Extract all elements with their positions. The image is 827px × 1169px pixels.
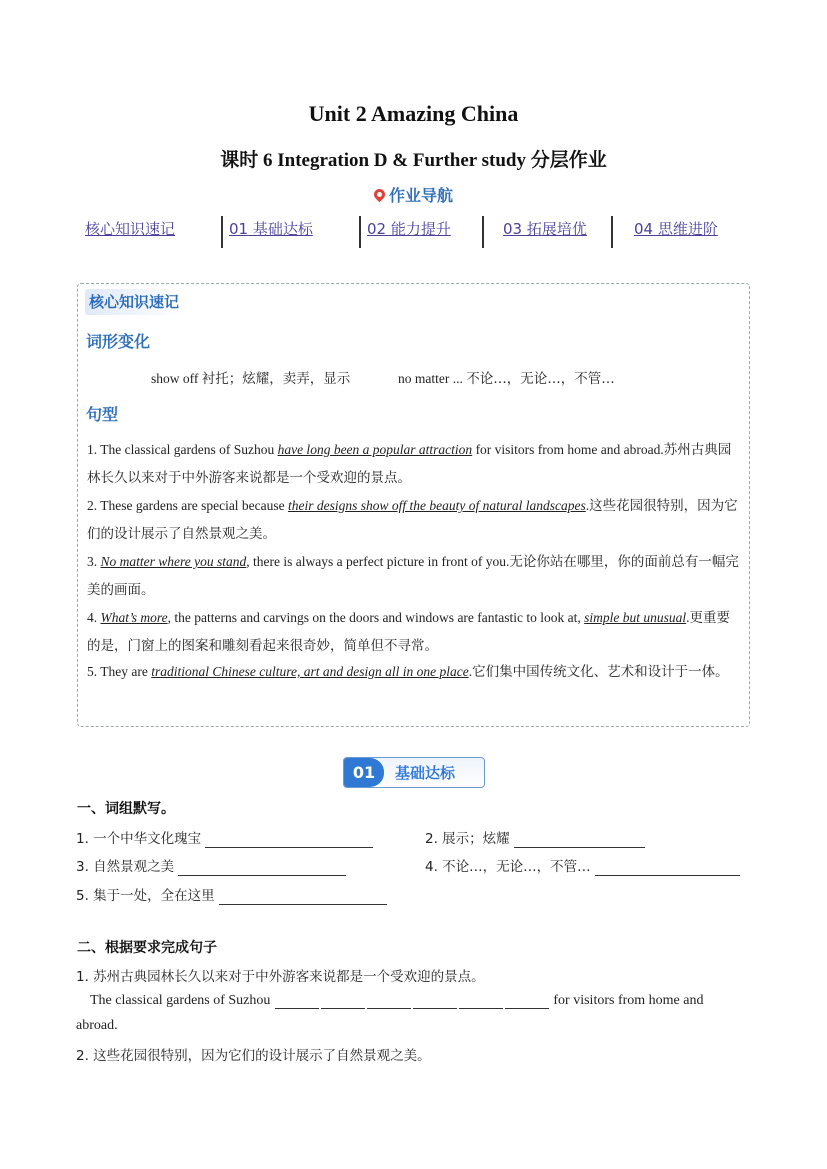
part2-heading: 二、根据要求完成句子 — [77, 940, 217, 956]
sentence-text: 1. The classical gardens of Suzhou — [87, 442, 278, 457]
vocab-heading: 词形变化 — [86, 332, 151, 351]
nav-heading-label: 作业导航 — [388, 186, 453, 205]
nav-link-03[interactable]: 03 拓展培优 — [503, 220, 587, 238]
sentence-text: . — [686, 610, 690, 625]
sentence-text: , there is always a perfect picture in front of you. — [246, 554, 510, 569]
nav-divider — [221, 216, 223, 248]
question-text: The classical gardens of Suzhou — [90, 993, 271, 1008]
sentence-translation: 这些花园很特别，因为它们的设计展示了自然景观之美。 — [87, 498, 738, 542]
sentence-translation: 它们集中国传统文化、艺术和设计于一体。 — [472, 664, 729, 680]
sentence-item — [87, 436, 743, 492]
sentence-text: . — [585, 498, 590, 513]
question-text: for visitors from home and — [553, 993, 704, 1008]
sentence-translation: 苏州古典园林长久以来对于中外游客来说都是一个受欢迎的景点。 — [87, 442, 732, 486]
badge-number: 01 — [344, 758, 384, 787]
sentence-question-en-cont — [76, 1018, 118, 1034]
answer-blank[interactable] — [178, 861, 346, 876]
phrase-question — [76, 884, 387, 905]
answer-blank[interactable] — [505, 995, 549, 1009]
question-text: 2. 展示；炫耀 — [425, 831, 510, 847]
answer-blank[interactable] — [367, 995, 411, 1009]
question-text: 4. 不论…，无论…，不管… — [425, 859, 591, 875]
question-text: 1. 一个中华文化瑰宝 — [76, 831, 202, 847]
phrase-question — [76, 827, 373, 848]
sentence-heading: 句型 — [86, 405, 119, 424]
sentence-item — [87, 492, 743, 548]
vocab-en: show off — [151, 371, 199, 386]
question-text: abroad. — [76, 1018, 118, 1033]
answer-blank[interactable] — [275, 995, 319, 1009]
sentence-key-phrase: traditional Chinese culture, art and design all in one place — [151, 664, 469, 679]
answer-blank[interactable] — [205, 833, 373, 848]
question-text: 2. 这些花园很特别，因为它们的设计展示了自然景观之美。 — [76, 1048, 431, 1064]
sentence-translation: 无论你站在哪里，你的面前总有一幅完美的画面。 — [87, 554, 739, 598]
answer-blank[interactable] — [321, 995, 365, 1009]
phrase-question — [425, 855, 740, 876]
core-knowledge-tag: 核心知识速记 — [85, 289, 185, 315]
sentence-text: 4. — [87, 610, 101, 625]
question-text: 1. 苏州古典园林长久以来对于中外游客来说都是一个受欢迎的景点。 — [76, 969, 485, 985]
sentence-question-cn — [76, 1044, 431, 1065]
answer-blank[interactable] — [413, 995, 457, 1009]
vocab-cn: 衬托；炫耀，卖弄，显示 — [201, 371, 351, 387]
doc-title: Unit 2 Amazing China — [308, 101, 519, 126]
answer-blank[interactable] — [459, 995, 503, 1009]
sentence-text: 3. — [87, 554, 101, 569]
question-text: 3. 自然景观之美 — [76, 859, 175, 875]
part1-heading: 一、词组默写。 — [77, 801, 175, 817]
vocab-item — [151, 367, 350, 387]
sentence-question-en — [90, 993, 703, 1009]
nav-link-01[interactable]: 01 基础达标 — [229, 220, 313, 238]
sentence-question-cn — [76, 965, 485, 986]
sentence-text: 2. These gardens are special because — [87, 498, 289, 513]
badge-label: 基础达标 — [395, 764, 456, 782]
sentence-key-phrase: What’s more — [100, 610, 168, 625]
sentence-item — [87, 604, 743, 660]
section-badge-01 — [343, 757, 485, 788]
nav-divider — [359, 216, 361, 248]
sentence-key-phrase: simple but unusual — [584, 610, 687, 625]
location-pin-icon — [372, 187, 388, 203]
sentence-item — [87, 658, 743, 686]
vocab-item — [398, 367, 615, 387]
phrase-question — [425, 827, 645, 848]
sentence-translation: 更重要的是，门窗上的图案和雕刻看起来很奇妙，简单但不寻常。 — [87, 610, 731, 654]
sentence-key-phrase: have long been a popular attraction — [277, 442, 473, 457]
sentence-key-phrase: No matter where you stand — [100, 554, 247, 569]
homework-nav — [0, 216, 827, 250]
sentence-text: for visitors from home and abroad. — [472, 442, 664, 457]
nav-divider — [482, 216, 484, 248]
phrase-question — [76, 855, 346, 876]
vocab-en: no matter ... — [398, 371, 463, 386]
sentence-text: , the patterns and carvings on the doors and windows are fantastic to look at, — [167, 610, 585, 625]
nav-link-04[interactable]: 04 思维进阶 — [634, 220, 718, 238]
sentence-text: 5. They are — [87, 664, 152, 679]
sentence-item — [87, 548, 743, 604]
vocab-cn: 不论…，无论…，不管… — [466, 371, 615, 387]
nav-link-core[interactable]: 核心知识速记 — [85, 220, 176, 238]
question-text: 5. 集于一处，全在这里 — [76, 888, 215, 904]
answer-blank[interactable] — [219, 890, 387, 905]
nav-heading — [0, 183, 827, 206]
answer-blank[interactable] — [514, 833, 645, 848]
doc-subtitle: 课时 6 Integration D & Further study 分层作业 — [220, 150, 607, 171]
sentence-key-phrase: their designs show off the beauty of natural landscapes — [288, 498, 586, 513]
sentence-text: . — [468, 664, 473, 679]
answer-blank[interactable] — [595, 861, 740, 876]
nav-divider — [611, 216, 613, 248]
nav-link-02[interactable]: 02 能力提升 — [367, 220, 451, 238]
